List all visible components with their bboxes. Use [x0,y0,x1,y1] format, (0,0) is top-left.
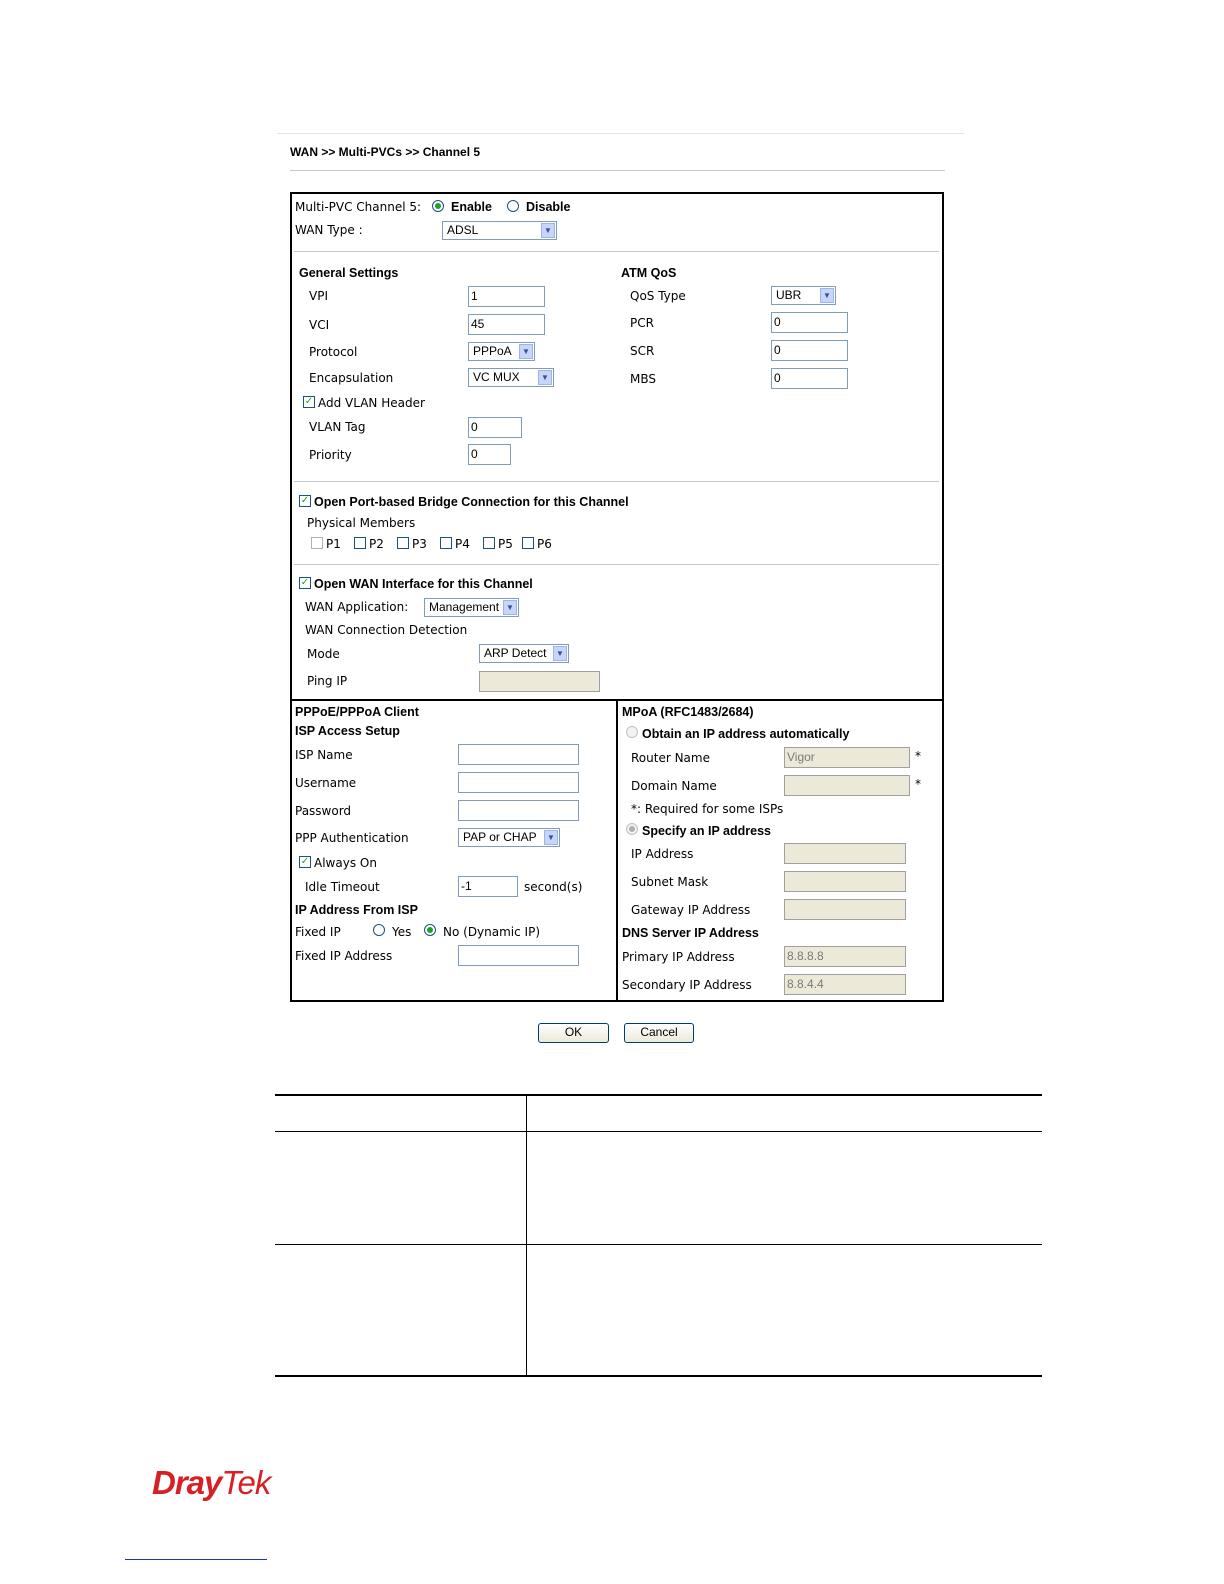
port-p4-label: P4 [455,537,470,551]
router-name-required: * [915,749,921,763]
primary-dns-label: Primary IP Address [622,950,735,964]
vci-label: VCI [309,318,330,332]
isp-name-input[interactable] [458,744,579,765]
wan-type-label: WAN Type : [295,223,363,237]
username-label: Username [295,776,357,790]
logo-text-tek: Tek [221,1464,271,1501]
qos-type-select[interactable] [771,286,836,305]
wan-detection-label: WAN Connection Detection [305,623,468,637]
wan-application-select[interactable] [424,598,519,617]
ping-ip-label: Ping IP [307,674,348,688]
table-header-rule [275,1131,1042,1132]
port-p1-label: P1 [326,537,341,551]
wan-application-label: WAN Application: [305,600,409,614]
port-p3-checkbox[interactable] [397,537,409,549]
protocol-value: PPPoA [473,344,512,358]
password-input[interactable] [458,800,579,821]
primary-dns-input[interactable]: 8.8.8.8 [784,946,906,967]
qos-type-value: UBR [776,288,802,302]
domain-name-input[interactable] [784,775,910,796]
mode-label: Mode [307,647,340,661]
port-p2-label: P2 [369,537,384,551]
fixed-ip-no-radio[interactable] [424,924,436,936]
physical-members-label: Physical Members [307,516,416,530]
mode-value: ARP Detect [484,646,547,660]
breadcrumb: WAN >> Multi-PVCs >> Channel 5 [290,145,481,159]
logo-text-dray: Dray [152,1464,222,1501]
always-on-label: Always On [314,856,377,870]
router-name-input[interactable]: Vigor [784,747,910,768]
draytek-logo [152,1464,270,1502]
vpi-input[interactable]: 1 [468,286,545,307]
port-p6-label: P6 [537,537,552,551]
fixed-ip-label: Fixed IP [295,925,341,939]
table-top-rule [275,1094,1042,1096]
chevron-down-icon: ▼ [519,344,533,359]
mbs-input[interactable]: 0 [771,368,848,389]
scr-label: SCR [630,344,655,358]
cancel-button[interactable]: Cancel [624,1023,694,1043]
vpi-label: VPI [309,289,328,303]
mpoa-title: MPoA (RFC1483/2684) [622,705,754,719]
disable-radio[interactable] [507,200,519,212]
ok-button[interactable]: OK [538,1023,609,1043]
domain-name-label: Domain Name [631,779,717,793]
lower-section-divider [616,699,618,1001]
breadcrumb-bottom-line [290,170,945,171]
encapsulation-value: VC MUX [473,370,520,384]
divider [294,251,939,252]
scr-input[interactable]: 0 [771,340,848,361]
ip-from-isp-title: IP Address From ISP [295,903,418,917]
channel-label: Multi-PVC Channel 5: [295,200,422,214]
isp-name-label: ISP Name [295,748,353,762]
fixed-ip-no-label: No (Dynamic IP) [443,925,541,939]
subnet-mask-input[interactable] [784,871,906,892]
pppoe-title: PPPoE/PPPoA Client [295,705,419,719]
open-bridge-checkbox[interactable]: ✓ [300,495,310,506]
fixed-ip-address-input[interactable] [458,945,579,966]
chevron-down-icon: ▼ [503,600,517,615]
encapsulation-select[interactable] [468,368,554,387]
mode-select[interactable] [479,644,569,663]
ppp-auth-select[interactable] [458,828,560,847]
isp-access-setup-title: ISP Access Setup [295,724,400,738]
priority-input[interactable]: 0 [468,444,511,465]
disable-label: Disable [526,200,571,214]
port-p5-checkbox[interactable] [483,537,495,549]
enable-label: Enable [451,200,492,214]
footer-rule [125,1559,267,1560]
open-wan-interface-label: Open WAN Interface for this Channel [314,577,533,591]
table-row-rule [275,1244,1042,1245]
fixed-ip-yes-radio[interactable] [373,924,385,936]
table-bottom-rule [275,1375,1042,1377]
open-bridge-label: Open Port-based Bridge Connection for this Channel [314,495,629,509]
priority-label: Priority [309,448,352,462]
secondary-dns-input[interactable]: 8.8.4.4 [784,974,906,995]
ip-address-label: IP Address [631,847,694,861]
idle-timeout-input[interactable]: -1 [458,876,518,897]
enable-radio[interactable] [432,200,444,212]
secondary-dns-label: Secondary IP Address [622,978,752,992]
username-input[interactable] [458,772,579,793]
chevron-down-icon: ▼ [541,223,555,238]
fixed-ip-address-label: Fixed IP Address [295,949,393,963]
ppp-auth-label: PPP Authentication [295,831,409,845]
mbs-label: MBS [630,372,656,386]
idle-timeout-unit: second(s) [524,880,583,894]
required-note: *: Required for some ISPs [631,802,784,816]
vlan-tag-label: VLAN Tag [309,420,366,434]
chevron-down-icon: ▼ [553,646,567,661]
chevron-down-icon: ▼ [544,830,558,845]
port-p3-label: P3 [412,537,427,551]
atm-qos-title: ATM QoS [621,266,677,280]
description-table [275,1094,1042,1378]
add-vlan-header-label: Add VLAN Header [318,396,425,410]
fixed-ip-yes-label: Yes [392,925,412,939]
password-label: Password [295,804,352,818]
idle-timeout-label: Idle Timeout [305,880,380,894]
table-column-divider [526,1094,527,1377]
specify-ip-label: Specify an IP address [642,824,771,838]
vlan-tag-input[interactable]: 0 [468,417,522,438]
chevron-down-icon: ▼ [538,370,552,385]
breadcrumb-top-line [277,133,964,134]
port-p4-checkbox[interactable] [440,537,452,549]
port-p6-checkbox[interactable] [522,537,534,549]
port-p1-checkbox[interactable] [311,537,323,549]
encapsulation-label: Encapsulation [309,371,394,385]
add-vlan-header-checkbox[interactable]: ✓ [304,396,314,407]
wan-application-value: Management [429,600,500,614]
pcr-label: PCR [630,316,654,330]
qos-type-label: QoS Type [630,289,686,303]
ip-address-input[interactable] [784,843,906,864]
pcr-input[interactable]: 0 [771,312,848,333]
chevron-down-icon: ▼ [820,288,834,303]
wan-type-value: ADSL [447,223,479,237]
protocol-select[interactable] [468,342,535,361]
ppp-auth-value: PAP or CHAP [463,830,537,844]
port-p2-checkbox[interactable] [354,537,366,549]
open-wan-interface-checkbox[interactable]: ✓ [300,577,310,588]
obtain-ip-radio[interactable] [626,726,638,738]
general-settings-title: General Settings [299,266,399,280]
gateway-input[interactable] [784,899,906,920]
vci-input[interactable]: 45 [468,314,545,335]
divider [294,481,939,482]
wan-type-select[interactable] [442,221,557,240]
domain-name-required: * [915,777,921,791]
router-name-label: Router Name [631,751,710,765]
ping-ip-input[interactable] [479,671,600,692]
port-p5-label: P5 [498,537,513,551]
obtain-ip-label: Obtain an IP address automatically [642,727,850,741]
gateway-label: Gateway IP Address [631,903,751,917]
dns-title: DNS Server IP Address [622,926,759,940]
subnet-mask-label: Subnet Mask [631,875,709,889]
always-on-checkbox[interactable]: ✓ [300,856,310,867]
protocol-label: Protocol [309,345,358,359]
specify-ip-radio[interactable] [626,823,638,835]
divider [294,564,939,565]
